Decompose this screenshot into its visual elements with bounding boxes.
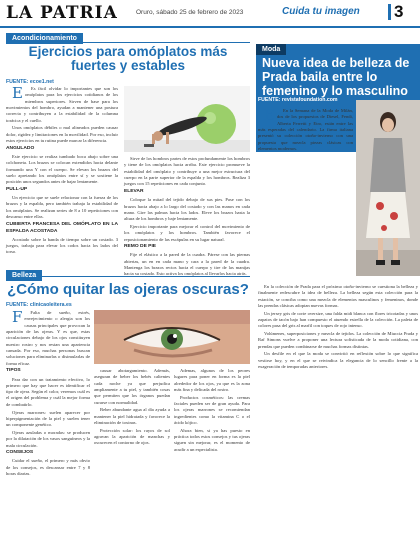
exercise-illustration [124, 86, 250, 152]
article-headline: Nueva idea de belleza de Prada baila entre lo femenino y lo masculino [262, 56, 410, 98]
page-number-bar [388, 4, 391, 20]
section-tag-acondicionamiento: Acondicionamiento [6, 33, 83, 44]
newspaper-logo: LA PATRIA [6, 3, 118, 23]
subheading: ELEVAR [124, 189, 144, 195]
tag-rule [6, 42, 250, 43]
article-column: En la colección de Prada para el próximo otoño-invierno se cuestiona la belleza y finalmente redescubre la idea de belleza. La belleza según esta colección para la estación, se conciba como una mezcla de elementos masculinos y femeninos, donde las prendas clásicas adoptan nuevas formas. Un jersey gris de corte oversize, una falda midi blanca con flores tricotadas y unos zapatos de tacón bajo han compuesto el atuendo estrella de la colección. La paleta de colores pasa del gris al marfil con toques de rojo intenso. Volúmenes, superposiciones y mezcla de tejidos. La colección de Miuccia Prada y Raf Simons vuelve a proponer una lectura sofisticada de la moda cotidiana, con prendas que pueden combinarse de muchas formas distintas. Un desfile en el que la moda se convirtió en reflexión sobre lo que significa vestirse hoy, y en el que se reivindica la elegancia de lo sencillo frente a la exageración de temporadas anteriores. [258, 284, 418, 370]
dateline: Oruro, sábado 25 de febrero de 2023 [136, 9, 244, 16]
article-column: F Falta de sueño, estrés, envejecimiento o alergia son los causas principales que provocan la aparición de las ojeras. Y es que, estas circulaciones debajo de los ojos constituyen nuestro rostro y nos restan una apariencia cansada. Por eso, muchas personas buscan soluciones para eliminarlas o disimularlas de forma eficaz. TIPOS Para dar con un tratamiento efectivo, lo primero que hay que hacer es identificar el tipo de ojera. Según el color, veremos cuál es el origen del problema y cuál la mejor forma de combatirlo. Ojeras marrones: suelen aparecer por hiperpigmentación de la piel y suelen tener un componente genético. Ojeras azuladas o moradas: se producen por la dilatación de los vasos sanguíneos y la mala circulación. CONSEJOS Cuidar el sueño, el primero y más obvio de los consejos, es descansar entre 7 y 8 horas diarias. [6, 308, 90, 477]
subheading: TIPOS [6, 368, 21, 374]
subheading: PULL-UP [6, 186, 28, 192]
article-column: causar abotargamiento. Además, aseguran de beber los bebés calientes cada noche ya que perjudica ampliamente a tu piel, y también cosas que permiten que los órganos puedan curarse con normalidad. Beber abundante agua al día ayuda a mantener la piel hidratada y favorece la eliminación de toxinas. Protección solar: los rayos de sol agravan la aparición de manchas y oscurecen el contorno de ojos. [94, 368, 170, 446]
article-byline: FUENTE: revistafoundation.com [258, 97, 338, 103]
subheading: ANGULADO [6, 145, 35, 151]
drop-cap: F [12, 308, 23, 326]
subheading: CUBIERTA FRANCESA DEL OMÓPLATO EN LA ESPALDA ACOSTADA [6, 221, 118, 234]
eye-illustration [94, 310, 250, 364]
drop-cap: E [12, 84, 23, 102]
subheading: CONSEJOS [6, 450, 34, 456]
runway-model-photo [356, 100, 420, 276]
article-byline: FUENTE: ecoe1.net [6, 79, 54, 85]
article-column: E En la Semana de la Moda de Milán, dos de los propuestos de Diesel, Fendi, Alberta Ferretti y Etro, están entre las más esperadas del calendario. La firma italiana presentó su colección otoño-invierno con una propuesta que mezcla piezas clásicas con elementos modernos. [258, 106, 353, 151]
article-column: Ademas, algunos de los peores lugares para poner en forma es la piel alrededor de los ojos, ya que es la zona más fina y delicada del rostro. Productos cosméticos: las cremas faciales pueden ser de gran ayuda. Para los ojeras marrones se recomiendan ingredientes como la vitamina C o el ácido kójico. Ahora bien, si ya has puesto en práctica todos estos consejos y tus ojeras siguen sin mejorar, es el momento de acudir a un especialista. [174, 368, 250, 452]
eye-closeup-photo [94, 310, 250, 364]
article-headline: ¿Cómo quitar las ojeras oscuras? [7, 281, 249, 298]
article-column: Sirve de los hombros partes de estos profundamente los hombros y tiene de los omóplatos hacia arriba. Este ejercicio promueve la estabilidad del omóplato y contribuye a una mejor estructura del cuerpo en la parte superior de la espalda y los hombros. Realiza 3 juegos con 15 repeticiones en cada conjunto. ELEVAR Coloque la mitad del tejido debajo de sus pies. Pase con los brazos hacia abajo a lo largo del costado y con las manos en cada mano. Gire las palmas hacia los lados. Eleve los brazos hasta la altura de los hombros y baje lentamente. Ejercicio importante para mejorar el control del movimiento de los omóplatos y los hombros. También favorece el reposicionamiento de las escápulas en su lugar natural. REMO DE PIE Fije el elástico a la pared de la cuadra. Párese con las piernas abiertas, un en en cada mano y cara a la pared de la cuadra. Mantenga los brazos rectos hacia el cuerpo y tire de las manijas hacia su costado. Esto activa los omóplatos al llevarlos hacia atrás. [124, 156, 250, 277]
page-number: 3 [394, 2, 404, 21]
subheading: REMO DE PIE [124, 244, 157, 250]
exercise-photo [124, 86, 250, 152]
article-headline: Ejercicios para omóplatos más fuertes y estables [28, 44, 228, 74]
section-title: Cuida tu imagen [282, 6, 360, 17]
article-byline: FUENTE: clinicaoleitera.es [6, 302, 72, 308]
drop-cap: E [264, 106, 275, 124]
section-divider [6, 276, 250, 277]
section-tag-belleza: Belleza [6, 270, 42, 281]
section-tag-moda: Moda [256, 44, 286, 55]
article-column: E Es fácil olvidar lo importantes que son los omóplatos para los ejercicios cotidianos de los miembros superiores. Sirven de base para los movimientos del hombro, ayudan a mantener una postura correcta y contribuyen a la estabilidad de la columna torácica y el cuello. Unos omóplatos débiles o mal alineados pueden causar dolor, rigidez y limitaciones en la movilidad. Por eso, incluir estos ejercicios en tu rutina puede marcar la diferencia. ANGULADO Este ejercicio se realiza tumbado boca abajo sobre una colchoneta. Los brazos se colocan extendidos hacia delante formando una Y con el cuerpo. Se elevan los brazos del suelo apretando los omóplatos entre sí y se sostiene la posición unos segundos antes de bajar lentamente. PULL-UP Un ejercicio que se suele relacionar con la fuerza de los brazos y la espalda, pero también trabaja la estabilidad de los omóplatos. Se realizan series de 8 a 10 repeticiones con descanso entre ellas. CUBIERTA FRANCESA DEL OMÓPLATO EN LA ESPALDA ACOSTADA Acostado sobre la banda de tiempo sobre un costado. 3 juegos, trabaja para elevar los codos hacia los lados del torso. [6, 84, 118, 255]
runway-illustration [356, 100, 420, 276]
